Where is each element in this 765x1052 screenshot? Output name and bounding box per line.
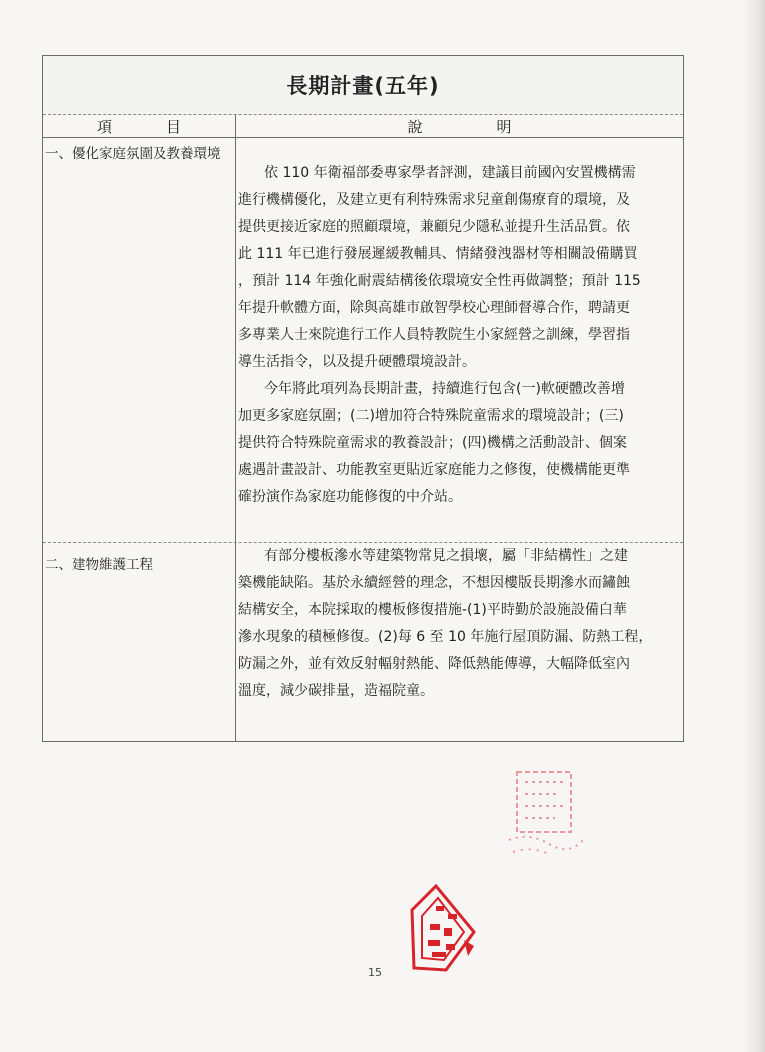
item-label: 二、建物維護工程 — [45, 557, 153, 573]
description-cell — [236, 138, 683, 542]
header-desc-cell — [236, 115, 683, 137]
plan-table — [42, 55, 684, 742]
description-line: 提供符合特殊院童需求的教養設計；(四)機構之活動設計、個案 — [238, 435, 627, 451]
description-line: 結構安全，本院採取的樓板修復措施-(1)平時勤於設施設備白華 — [238, 602, 627, 618]
page-edge-shadow — [743, 0, 765, 1052]
description-cell — [236, 543, 683, 741]
description-line: 確扮演作為家庭功能修復的中介站。 — [238, 489, 462, 505]
red-seal-stamp — [406, 880, 480, 976]
description-line: 滲水現象的積極修復。(2)每 6 至 10 年施行屋頂防漏、防熱工程， — [238, 629, 653, 645]
description-line: 築機能缺陷。基於永續經營的理念，不想因樓版長期滲水而鏽蝕 — [238, 575, 630, 591]
description-line: 年提升軟體方面，除與高雄市啟智學校心理師督導合作，聘請更 — [238, 300, 630, 316]
description-line: 處遇計畫設計、功能教室更貼近家庭能力之修復，使機構能更準 — [238, 462, 630, 478]
description-line: 有部分樓板滲水等建築物常見之損壞，屬「非結構性」之建 — [264, 548, 628, 564]
description-line: 溫度，減少碳排量，造福院童。 — [238, 683, 434, 699]
table-title: 長期計畫(五年) — [286, 74, 440, 98]
header-item-char-2: 目 — [165, 117, 181, 136]
header-desc-char-1: 說 — [407, 117, 423, 136]
table-header-row — [43, 115, 683, 138]
table-row — [43, 543, 683, 741]
description-line: 導生活指令，以及提升硬體環境設計。 — [238, 354, 476, 370]
description-line: 提供更接近家庭的照顧環境，兼顧兒少隱私並提升生活品質。依 — [238, 219, 630, 235]
page-number: 15 — [368, 966, 382, 979]
header-desc-char-2: 明 — [496, 117, 512, 136]
item-cell — [43, 543, 236, 741]
table-title-row — [43, 56, 683, 115]
header-item-cell — [43, 115, 236, 137]
item-cell — [43, 138, 236, 542]
header-item-char-1: 項 — [97, 117, 113, 136]
faded-seal-stamp — [505, 768, 585, 863]
description-line: 多專業人士來院進行工作人員特教院生小家經營之訓練，學習指 — [238, 327, 630, 343]
description-line: 今年將此項列為長期計畫，持續進行包含(一)軟硬體改善增 — [264, 381, 625, 397]
description-line: 進行機構優化，及建立更有利特殊需求兒童創傷療育的環境，及 — [238, 192, 630, 208]
item-label: 一、優化家庭氛圍及教養環境 — [45, 146, 221, 162]
description-line: 此 111 年已進行發展遲緩教輔具、情緒發洩器材等相關設備購買 — [238, 246, 638, 262]
table-row — [43, 138, 683, 543]
description-line: 加更多家庭氛圍；(二)增加符合特殊院童需求的環境設計；(三) — [238, 408, 624, 424]
description-line: 防漏之外，並有效反射輻射熱能、降低熱能傳導，大幅降低室內 — [238, 656, 630, 672]
description-line: ，預計 114 年強化耐震結構後依環境安全性再做調整；預計 115 — [238, 273, 641, 289]
description-line: 依 110 年衛福部委專家學者評測，建議目前國內安置機構需 — [264, 165, 636, 181]
